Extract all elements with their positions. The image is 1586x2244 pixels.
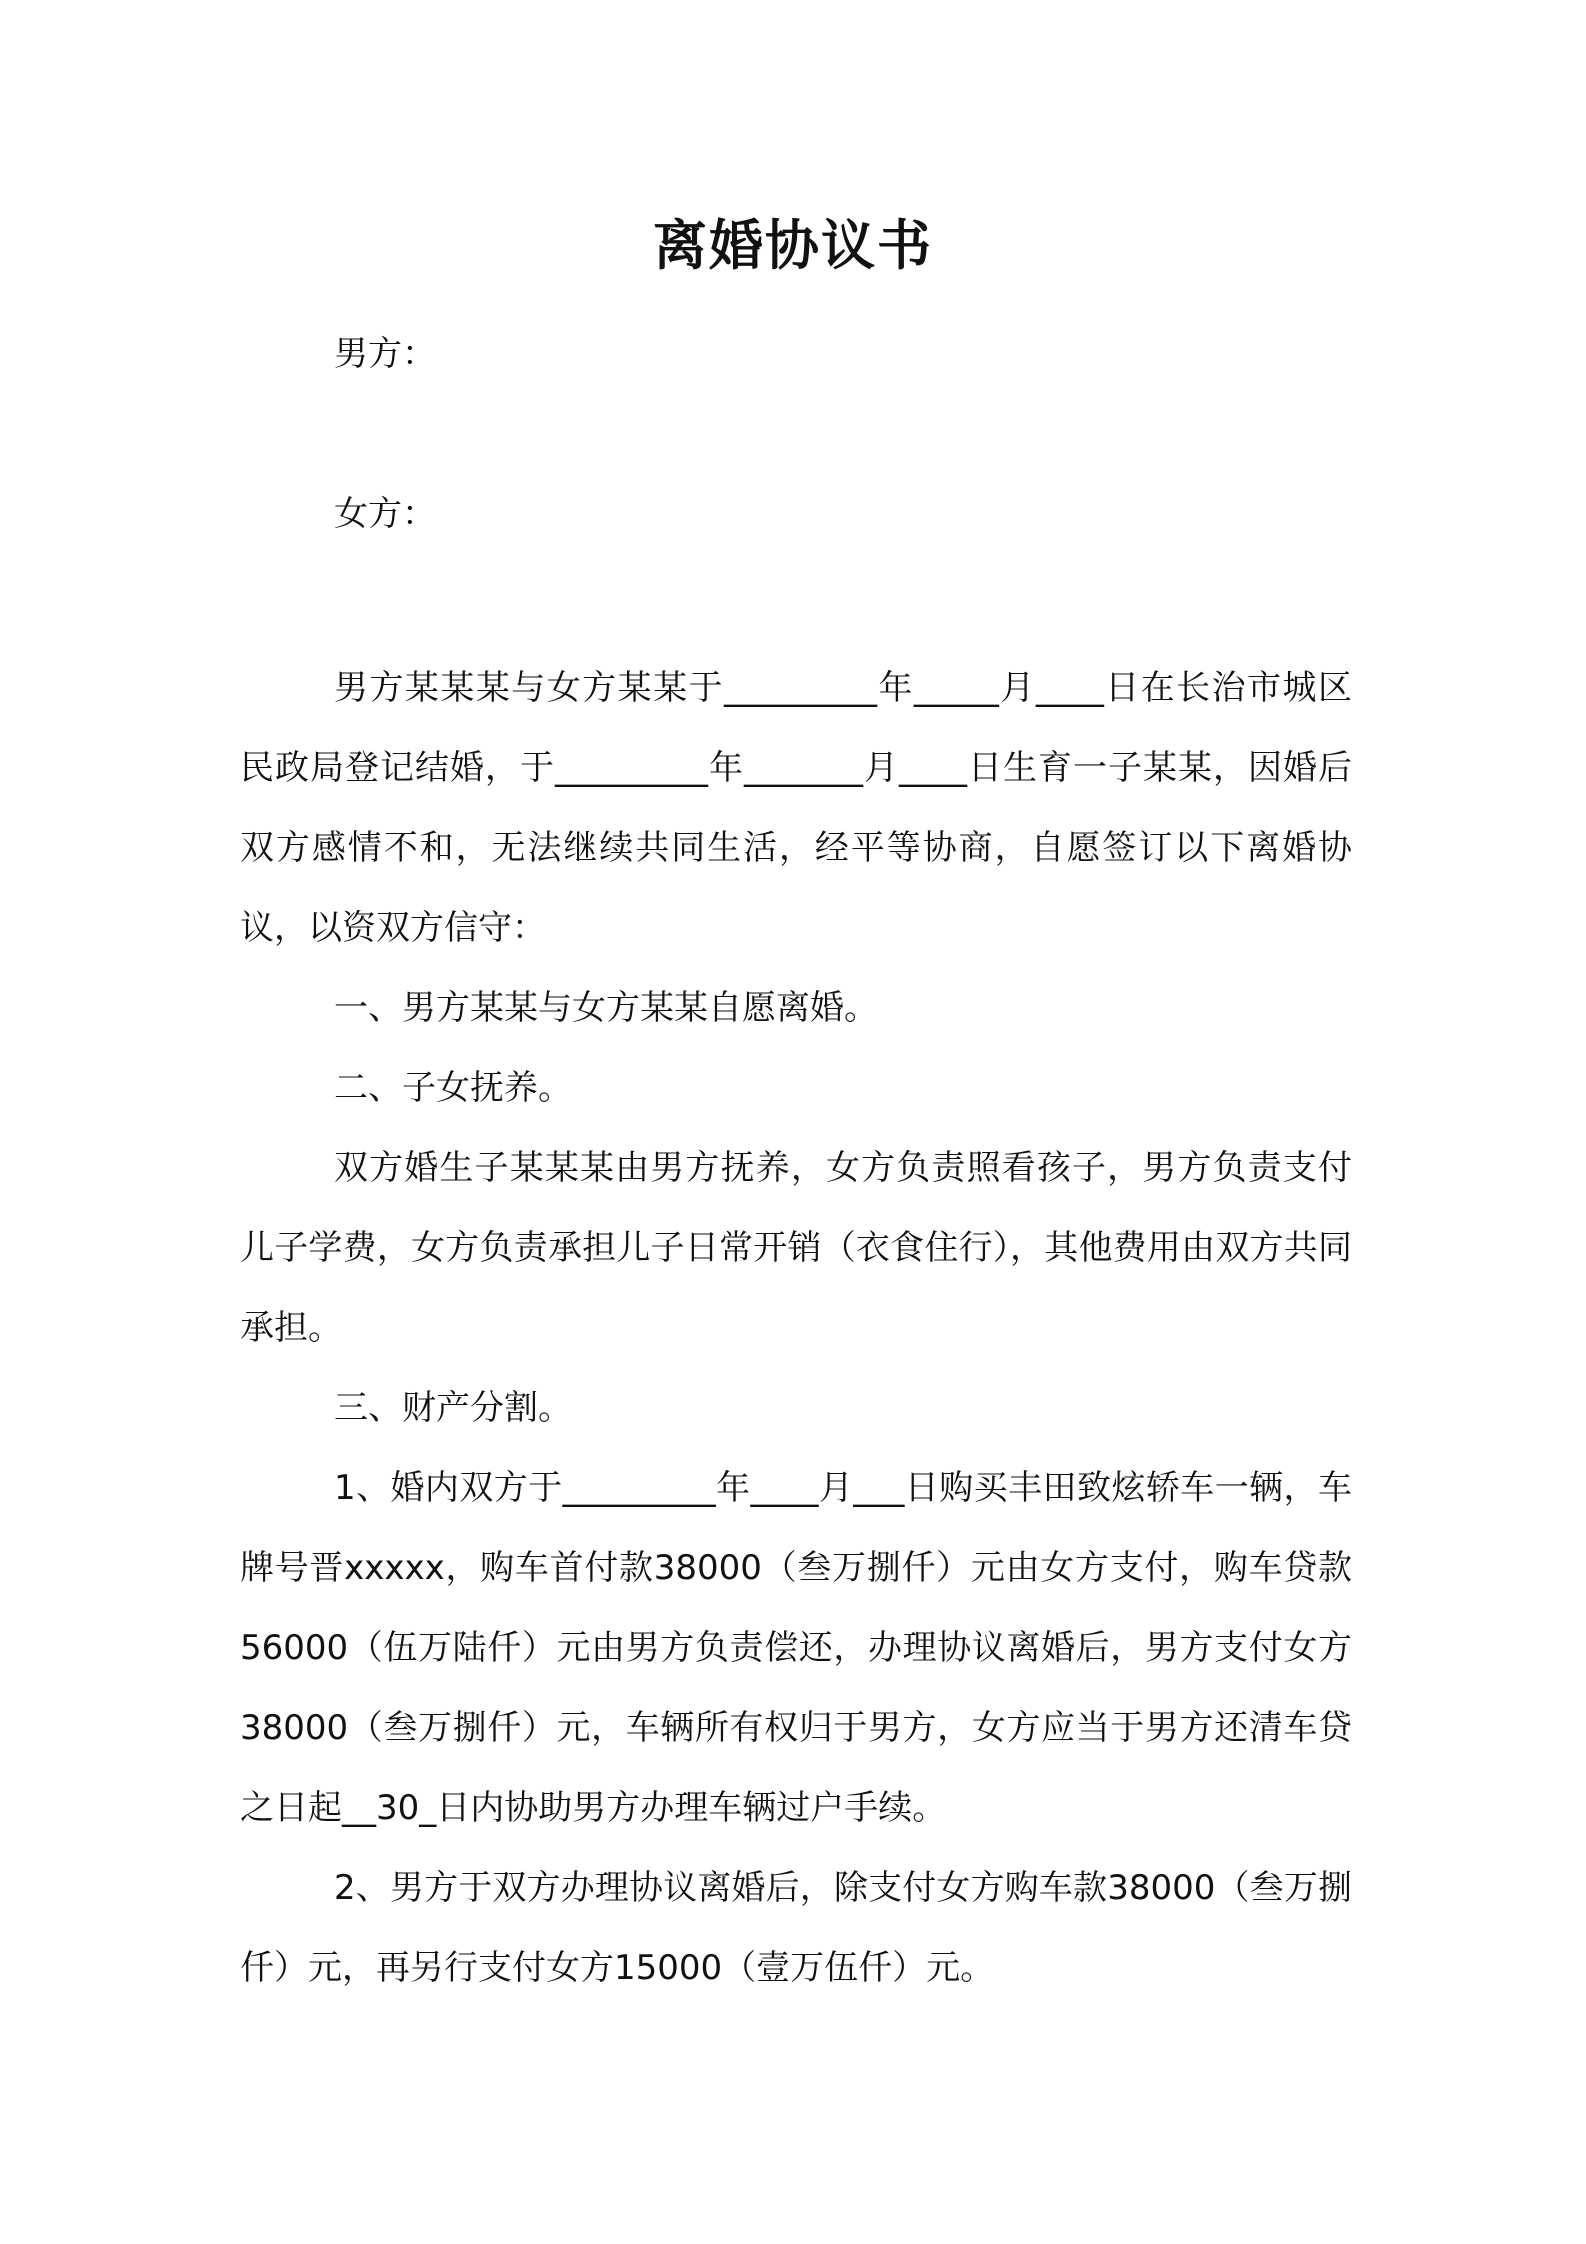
male-party-label: 男方： <box>334 334 436 374</box>
female-party-label: 女方： <box>334 494 436 534</box>
document-title: 离婚协议书 <box>653 214 933 277</box>
vehicle-clause-paragraph: 1、婚内双方于_________年____月___日购买丰田致炫轿车一辆，车牌号晋xxxxx，购车首付款38000（叁万捌仟）元由女方支付，购车贷款56000（伍万陆仟）元由男方负责偿还，办理协议离婚后，男方支付女方38000（叁万捌仟）元，车辆所有权归于男方，女方应当于男方还清车贷之日起__30_日内协助男方办理车辆过户手续。 <box>240 1468 1352 1828</box>
agreement-body <box>240 648 1352 2008</box>
child-custody-paragraph: 双方婚生子某某某由男方抚养，女方负责照看孩子，男方负责支付儿子学费，女方负责承担儿子日常开销（衣食住行），其他费用由双方共同承担。 <box>240 1148 1352 1348</box>
section-two-heading: 二、子女抚养。 <box>334 1068 572 1108</box>
section-one-heading: 一、男方某某与女方某某自愿离婚。 <box>334 988 878 1028</box>
section-three-heading: 三、财产分割。 <box>334 1388 572 1428</box>
payment-clause-paragraph: 2、男方于双方办理协议离婚后，除支付女方购车款38000（叁万捌仟）元，再另行支付女方15000（壹万伍仟）元。 <box>240 1868 1352 1988</box>
intro-paragraph: 男方某某某与女方某某于_________年_____月____日在长治市城区民政局登记结婚，于_________年_______月____日生育一子某某，因婚后双方感情不和，无法继续共同生活，经平等协商，自愿签订以下离婚协议，以资双方信守： <box>240 668 1352 948</box>
